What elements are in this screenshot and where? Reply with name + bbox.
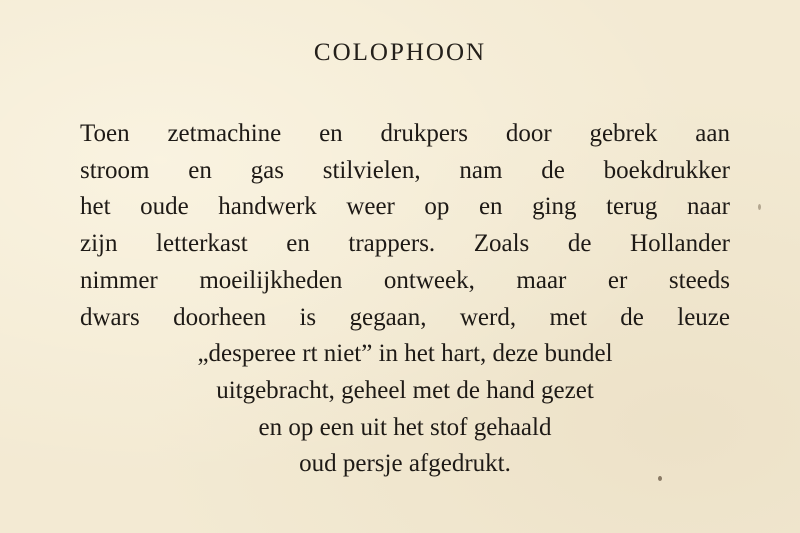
text-line-7: „desperee rt niet” in het hart, deze bundel (197, 340, 613, 368)
text-line-9: en op een uit het stof gehaald (258, 413, 552, 441)
colophon-text (80, 116, 730, 483)
text-line-6: dwars doorheen is gegaan, werd, met de leuze (80, 303, 730, 331)
text-line-3: het oude handwerk weer op en ging terug naar (80, 193, 730, 221)
text-line-8: uitgebracht, geheel met de hand gezet (216, 376, 594, 404)
paper-speck (658, 476, 662, 481)
text-line-5: nimmer moeilijkheden ontweek, maar er steeds (80, 266, 730, 294)
text-line-10: oud persje afgedrukt. (299, 450, 511, 478)
paper-speck (758, 204, 761, 210)
text-line-1: Toen zetmachine en drukpers door gebrek aan (80, 120, 730, 147)
page-title: COLOPHOON (313, 39, 487, 66)
text-line-4: zijn letterkast en trappers. Zoals de Hollander (80, 230, 730, 258)
text-line-2: stroom en gas stilvielen, nam de boekdrukker (80, 156, 730, 184)
